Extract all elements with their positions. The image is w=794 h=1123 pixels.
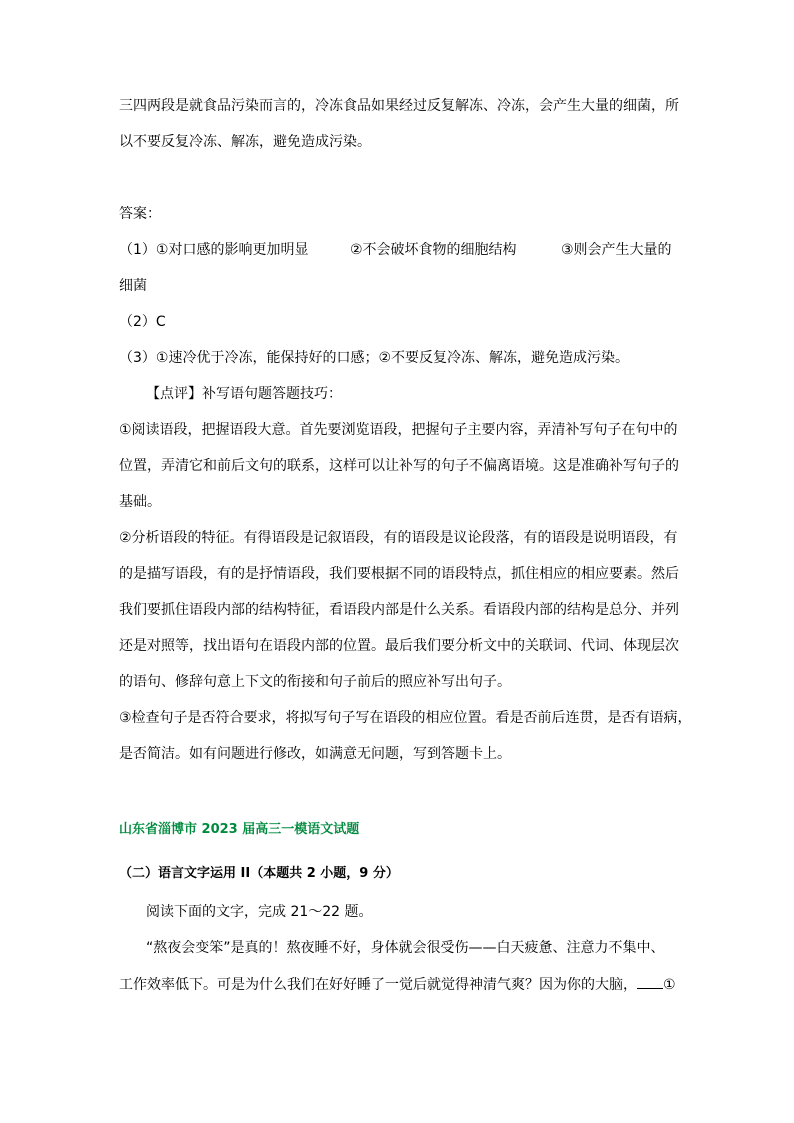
answer-q1-continuation: 细菌 [119, 278, 147, 294]
passage-line-1: “熬夜会变笨”是真的！熬夜睡不好，身体就会很受伤——白天疲惫、注意力不集中、 [146, 940, 665, 956]
comment-p2-line-4: 还是对照等，找出语句在语段内部的位置。最后我们要分析文中的关联词、代词、体现层次 [119, 638, 679, 654]
answer-q1-part3: ③则会产生大量的 [561, 242, 672, 258]
blank-marker: ① [663, 977, 676, 993]
answer-label: 答案： [119, 206, 161, 222]
answer-q1-part2: ②不会破坏食物的细胞结构 [350, 242, 517, 258]
analysis-line-2: 以不要反复冷冻、解冻，避免造成污染。 [119, 134, 371, 150]
answer-q1-line [119, 240, 675, 260]
instruction: 阅读下面的文字，完成 21～22 题。 [146, 904, 373, 920]
comment-p3-line-2: 是否简洁。如有问题进行修改，如满意无问题，写到答题卡上。 [119, 746, 511, 762]
exam-source-heading: 山东省淄博市 2023 届高三一模语文试题 [119, 822, 360, 837]
comment-p2-line-3: 我们要抓住语段内部的结构特征，看语段内部是什么关系。看语段内部的结构是总分、并列 [119, 602, 679, 618]
comment-p2-line-1: ②分析语段的特征。有得语段是记叙语段，有的语段是议论段落，有的语段是说明语段，有 [119, 530, 678, 546]
comment-p2-line-5: 的语句、修辞句意上下文的衔接和句子前后的照应补写出句子。 [119, 674, 511, 690]
comment-p3-line-1: ③检查句子是否符合要求，将拟写句子写在语段的相应位置。看是否前后连贯，是否有语病， [119, 710, 692, 726]
answer-q3: （3）①速冷优于冷冻，能保持好的口感；②不要反复冷冻、解冻，避免造成污染。 [119, 350, 630, 366]
comment-p1-line-3: 基础。 [119, 494, 161, 510]
passage-line-2 [119, 974, 676, 995]
comment-p1-line-2: 位置，弄清它和前后文句的联系，这样可以让补写的句子不偏离语境。这是准确补写句子的 [119, 458, 679, 474]
answer-q2: （2）C [119, 314, 166, 330]
fill-blank [637, 974, 663, 989]
comment-title: 【点评】补写语句题答题技巧： [146, 386, 342, 402]
answer-q1-part1: （1）①对口感的影响更加明显 [119, 242, 309, 258]
comment-p1-line-1: ①阅读语段，把握语段大意。首先要浏览语段，把握句子主要内容，弄清补写句子在句中的 [119, 422, 678, 438]
analysis-line-1: 三四两段是就食品污染而言的，冷冻食品如果经过反复解冻、冷冻，会产生大量的细菌，所 [119, 98, 679, 114]
part-title: （二）语言文字运用 II（本题共 2 小题，9 分） [119, 866, 399, 881]
passage-line-2-text: 工作效率低下。可是为什么我们在好好睡了一觉后就觉得神清气爽？因为你的大脑， [119, 977, 637, 993]
comment-p2-line-2: 的是描写语段，有的是抒情语段，我们要根据不同的语段特点，抓住相应的相应要素。然后 [119, 566, 679, 582]
